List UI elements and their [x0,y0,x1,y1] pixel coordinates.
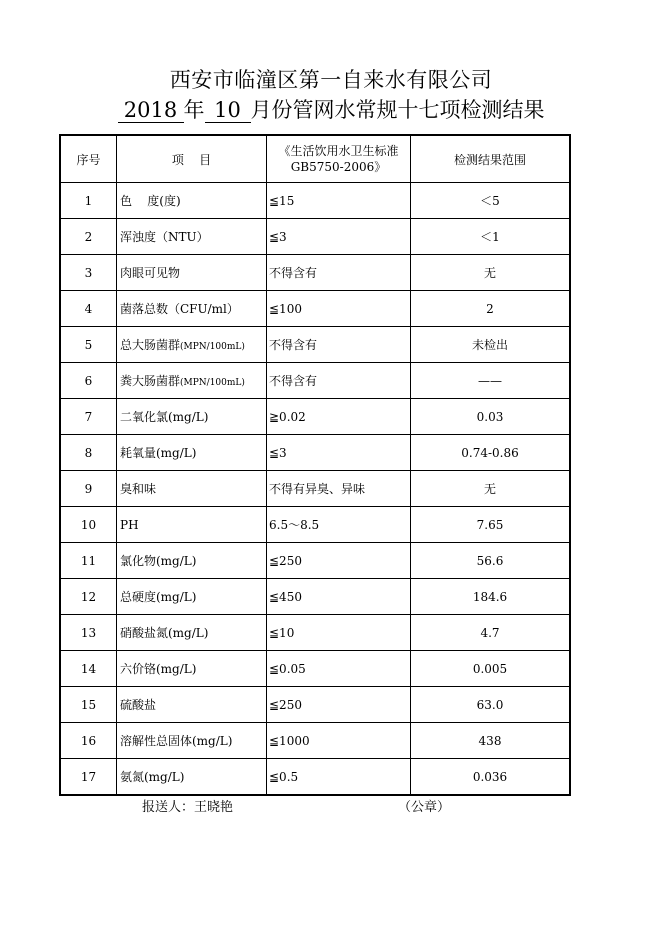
row-index: 3 [60,255,117,291]
row-standard: ≦1000 [267,723,411,759]
row-item-label: 二氧化氯(mg/L) [120,410,209,424]
row-item-label: 菌落总数（CFU/ml） [120,302,239,316]
seal-label: （公章） [398,800,451,815]
row-standard: 不得含有 [267,363,411,399]
results-table [59,134,571,796]
row-item-label: 耗氧量(mg/L) [120,446,197,460]
header-standard [267,135,411,183]
row-standard: ≦250 [267,543,411,579]
row-standard: ≦0.5 [267,759,411,796]
table-row [60,255,570,291]
row-standard: ≦15 [267,183,411,219]
row-index: 4 [60,291,117,327]
row-index: 12 [60,579,117,615]
row-item-unit: (MPN/100mL) [180,342,245,352]
table-header-row [60,135,570,183]
row-item [117,687,267,723]
row-standard: 6.5～8.5 [267,507,411,543]
row-index: 16 [60,723,117,759]
row-item [117,471,267,507]
row-index: 10 [60,507,117,543]
row-item [117,219,267,255]
row-item-label: 色 度(度) [120,194,181,208]
table-row [60,723,570,759]
row-item [117,435,267,471]
table-row [60,507,570,543]
row-standard: ≦10 [267,615,411,651]
table-row [60,435,570,471]
table-row [60,615,570,651]
row-result: 4.7 [411,615,571,651]
row-result: 63.0 [411,687,571,723]
row-result: —— [411,363,571,399]
row-result: 0.005 [411,651,571,687]
table-row [60,363,570,399]
row-item [117,507,267,543]
row-item [117,723,267,759]
row-index: 11 [60,543,117,579]
row-index: 7 [60,399,117,435]
row-item-label: 六价铬(mg/L) [120,662,197,676]
table-row [60,471,570,507]
table-row [60,759,570,796]
row-result: 56.6 [411,543,571,579]
report-year: 2018 [118,98,184,123]
table-row [60,327,570,363]
header-item: 项 目 [117,135,267,183]
row-item-label: 硝酸盐氮(mg/L) [120,626,209,640]
header-result: 检测结果范围 [411,135,571,183]
row-item-label: 氯化物(mg/L) [120,554,197,568]
table-row [60,543,570,579]
row-result: ＜5 [411,183,571,219]
row-standard: ≦450 [267,579,411,615]
table-row [60,291,570,327]
row-index: 6 [60,363,117,399]
table-row [60,579,570,615]
row-item [117,291,267,327]
row-item-label: 臭和味 [120,482,157,496]
row-standard: 不得含有 [267,255,411,291]
row-standard: 不得有异臭、异味 [267,471,411,507]
row-result: 2 [411,291,571,327]
row-item-label: 总硬度(mg/L) [120,590,197,604]
row-item [117,615,267,651]
row-item-label: 粪大肠菌群 [120,374,181,388]
row-standard: ≦3 [267,219,411,255]
row-standard: ≦100 [267,291,411,327]
table-row [60,219,570,255]
row-index: 5 [60,327,117,363]
row-result: 438 [411,723,571,759]
row-result: 无 [411,471,571,507]
row-result: 无 [411,255,571,291]
row-item [117,363,267,399]
row-item-label: 肉眼可见物 [120,266,181,280]
row-item-label: 总大肠菌群 [120,338,181,352]
row-item-label: 浑浊度（NTU） [120,230,209,244]
row-index: 17 [60,759,117,796]
document-title: 西安市临潼区第一自来水有限公司 [169,68,493,92]
row-standard: ≧0.02 [267,399,411,435]
row-index: 15 [60,687,117,723]
row-result: 0.74-0.86 [411,435,571,471]
row-item [117,255,267,291]
table-row [60,399,570,435]
row-result: ＜1 [411,219,571,255]
row-standard: ≦3 [267,435,411,471]
table-row [60,183,570,219]
row-standard: ≦250 [267,687,411,723]
row-item [117,579,267,615]
row-item [117,543,267,579]
row-item-unit: (MPN/100mL) [180,378,245,388]
header-standard-line2: GB5750-2006》 [290,160,387,174]
row-item [117,759,267,796]
row-standard: 不得含有 [267,327,411,363]
row-index: 14 [60,651,117,687]
row-item-label: 溶解性总固体(mg/L) [120,734,233,748]
row-result: 0.03 [411,399,571,435]
row-result: 7.65 [411,507,571,543]
table-row [60,651,570,687]
row-index: 8 [60,435,117,471]
row-item [117,651,267,687]
row-index: 9 [60,471,117,507]
table-row [60,687,570,723]
row-index: 13 [60,615,117,651]
row-item-label: PH [120,517,139,532]
row-item [117,399,267,435]
document-subtitle [0,94,662,124]
row-item-label: 氨氮(mg/L) [120,770,185,784]
row-result: 未检出 [411,327,571,363]
header-index: 序号 [60,135,117,183]
header-standard-line1: 《生活饮用水卫生标准 [278,144,399,158]
reporter-label: 报送人：王晓艳 [142,800,234,815]
row-item [117,183,267,219]
subtitle-rest: 月份管网水常规十七项检测结果 [250,98,545,122]
row-standard: ≦0.05 [267,651,411,687]
year-suffix: 年 [183,98,205,122]
row-item-label: 硫酸盐 [120,698,157,712]
row-item [117,327,267,363]
report-month: 10 [205,98,251,123]
row-result: 0.036 [411,759,571,796]
row-index: 1 [60,183,117,219]
row-index: 2 [60,219,117,255]
row-result: 184.6 [411,579,571,615]
